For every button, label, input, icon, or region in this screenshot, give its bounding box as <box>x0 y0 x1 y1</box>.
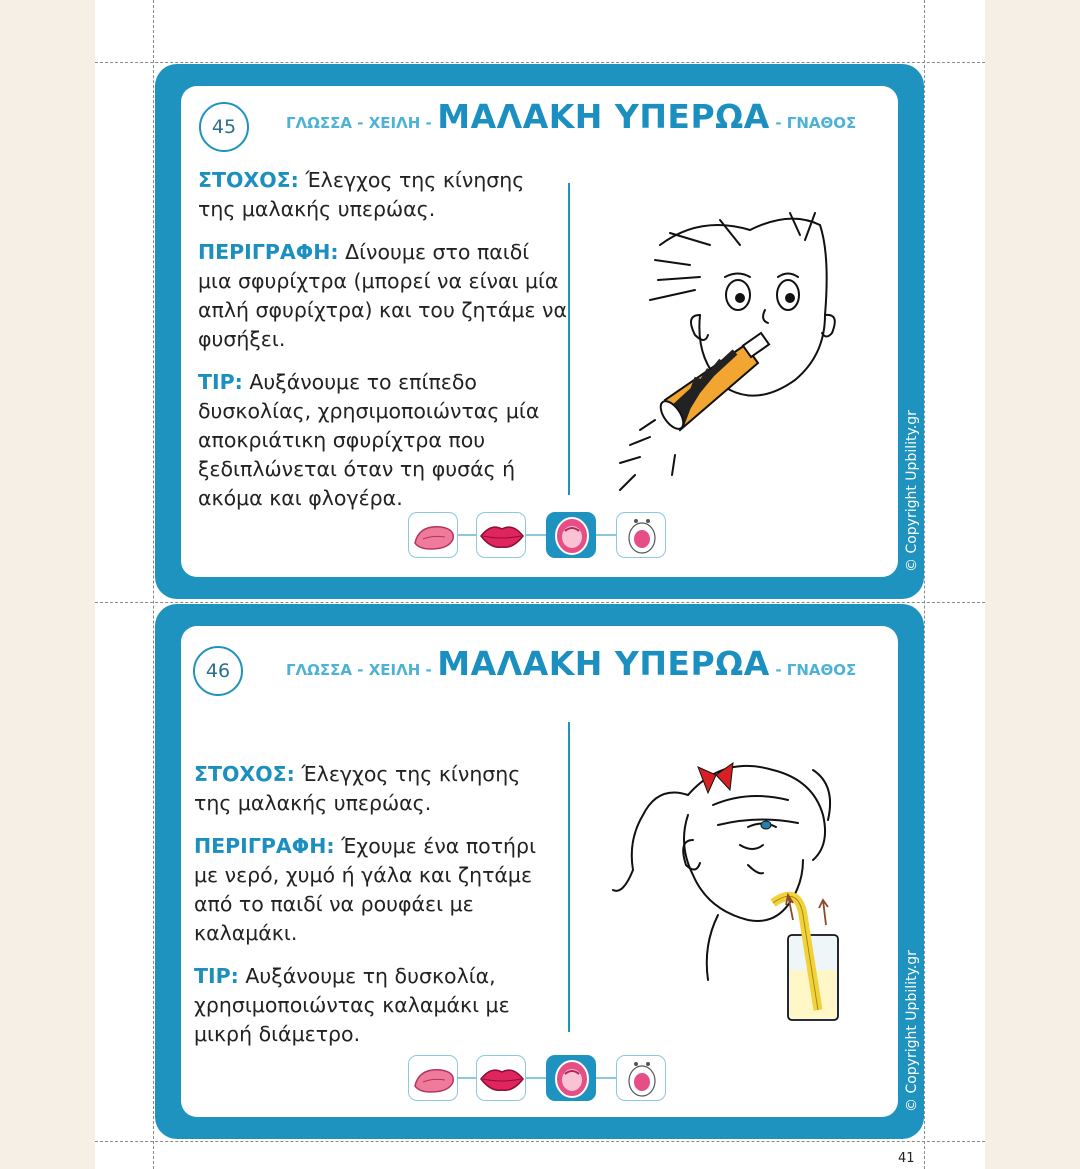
divider-line <box>568 722 570 1032</box>
tip-text: Αυξάνουμε το επίπεδο δυσκολίας, χρησιμοποιώντας μία αποκριάτικη σφυρίχτρα που ξεδιπλώνεται όταν τη φυσάς ή ακόμα και φλογέρα. <box>198 370 540 510</box>
card-text <box>198 166 568 527</box>
heading-soft-palate: ΜΑΛΑΚΗ ΥΠΕΡΩΑ <box>437 644 770 683</box>
goal-label: ΣΤΟΧΟΣ: <box>198 168 299 192</box>
description-text: Έχουμε ένα ποτήρι με νερό, χυμό ή γάλα και ζητάμε από το παιδί να ρουφάει με καλαμάκι. <box>194 834 537 945</box>
copyright-notice: © Copyright Upbility.gr <box>904 950 920 1112</box>
soft-palate-icon <box>546 1055 596 1101</box>
card-heading <box>286 97 856 136</box>
icon-connector <box>526 1077 546 1079</box>
description-text: Δίνουμε στο παιδί μια σφυρίχτρα (μπορεί να είναι μία απλή σφυρίχτρα) και του ζητάμε να φυσήξει. <box>198 240 567 351</box>
jaw-icon <box>616 512 666 558</box>
tongue-icon <box>408 512 458 558</box>
divider-line <box>568 183 570 495</box>
tongue-icon <box>408 1055 458 1101</box>
heading-tongue-lips: ΓΛΩΣΣΑ - ΧΕΙΛΗ - <box>286 661 432 679</box>
goal-text: Έλεγχος της κίνησης της μαλακής υπερώας. <box>198 168 525 221</box>
cut-line-top <box>95 62 985 63</box>
card-heading <box>286 644 856 683</box>
icon-connector <box>596 1077 616 1079</box>
copyright-notice: © Copyright Upbility.gr <box>904 410 920 572</box>
goal-text: Έλεγχος της κίνησης της μαλακής υπερώας. <box>194 762 521 815</box>
soft-palate-icon <box>546 512 596 558</box>
boy-blowing-whistle-illustration <box>600 205 850 495</box>
heading-soft-palate: ΜΑΛΑΚΗ ΥΠΕΡΩΑ <box>437 97 770 136</box>
tip-label: TIP: <box>194 964 239 988</box>
icon-connector <box>526 534 546 536</box>
goal-paragraph <box>194 760 564 818</box>
description-label: ΠΕΡΙΓΡΑΦΗ: <box>194 834 335 858</box>
cut-line-left <box>153 0 154 1169</box>
cut-line-middle <box>95 602 985 603</box>
articulator-icons <box>408 512 670 560</box>
description-paragraph <box>194 832 564 948</box>
tip-label: TIP: <box>198 370 243 394</box>
heading-tongue-lips: ΓΛΩΣΣΑ - ΧΕΙΛΗ - <box>286 114 432 132</box>
tip-paragraph <box>198 368 568 513</box>
card-number-badge <box>193 646 243 696</box>
goal-label: ΣΤΟΧΟΣ: <box>194 762 295 786</box>
description-paragraph <box>198 238 568 354</box>
cut-line-right <box>924 0 925 1169</box>
card-number: 46 <box>205 660 231 682</box>
card-number: 45 <box>211 116 237 138</box>
cut-line-bottom <box>95 1141 985 1142</box>
heading-jaw: - ΓΝΑΘΟΣ <box>775 114 857 132</box>
icon-connector <box>458 1077 476 1079</box>
icon-connector <box>458 534 476 536</box>
card-text <box>194 760 564 1063</box>
jaw-icon <box>616 1055 666 1101</box>
articulator-icons <box>408 1055 670 1103</box>
lips-icon <box>476 512 526 558</box>
lips-icon <box>476 1055 526 1101</box>
page-number: 41 <box>898 1151 915 1166</box>
girl-drinking-straw-illustration <box>598 745 848 1030</box>
description-label: ΠΕΡΙΓΡΑΦΗ: <box>198 240 339 264</box>
tip-paragraph <box>194 962 564 1049</box>
card-number-badge <box>199 102 249 152</box>
tip-text: Αυξάνουμε τη δυσκολία, χρησιμοποιώντας καλαμάκι με μικρή διάμετρο. <box>194 964 510 1046</box>
goal-paragraph <box>198 166 568 224</box>
icon-connector <box>596 534 616 536</box>
heading-jaw: - ΓΝΑΘΟΣ <box>775 661 857 679</box>
